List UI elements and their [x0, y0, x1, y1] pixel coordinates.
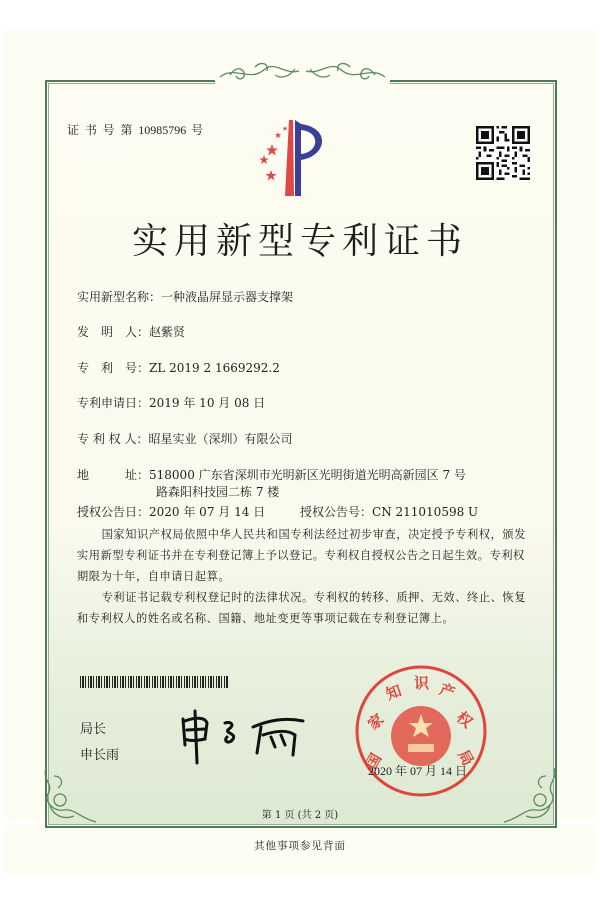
barcode-icon: [80, 676, 228, 688]
field-patentee: [77, 430, 292, 447]
field-address: [77, 466, 466, 483]
svg-text:国: 国: [362, 750, 386, 773]
certificate-number-value: 10985796: [138, 123, 187, 137]
field-grant-announcement-date: [77, 503, 265, 520]
field-value: 路森阳科技园二栋 7 楼: [156, 485, 280, 499]
field-value: 赵紫贤: [149, 325, 186, 339]
handwritten-signature-icon: [175, 705, 315, 765]
top-scroll-ornament-icon: [215, 55, 390, 85]
field-label: 专 利 权 人：: [77, 432, 149, 446]
field-value: 昭星实业（深圳）有限公司: [148, 432, 293, 446]
field-value: 518000 广东省深圳市光明新区光明街道光明高新园区 7 号: [149, 468, 466, 482]
field-inventor: [77, 323, 185, 340]
cnipa-logo-icon: [255, 118, 335, 198]
certificate-title: 实用新型专利证书: [131, 221, 468, 262]
field-value: 2020 年 07 月 14 日: [149, 505, 266, 519]
field-label: 实用新型名称：: [77, 290, 162, 304]
field-label: 专 利 号：: [77, 361, 150, 375]
field-patent-number: [77, 359, 280, 376]
field-value: CN 211010598 U: [372, 505, 479, 519]
certificate-number-label: 证 书 号 第: [67, 123, 134, 137]
footer-note: 其他事项参见背面: [254, 840, 346, 852]
field-label: 发 明 人：: [77, 325, 150, 339]
signatory-title: 局长: [80, 722, 107, 737]
page-indicator: 第 1 页 (共 2 页): [261, 810, 339, 821]
official-seal-icon: [352, 662, 490, 800]
field-application-date: [77, 394, 265, 411]
field-grant-announcement-number: [300, 503, 478, 520]
svg-text:识: 识: [414, 674, 430, 692]
qr-code-icon: [476, 126, 530, 180]
field-label: 地 址：: [77, 468, 150, 482]
seal-date: 2020 年 07 月 14 日: [368, 764, 468, 778]
certificate-number: [67, 121, 204, 138]
legal-paragraph: 专利证书记载专利权登记时的法律状况。专利权的转移、质押、无效、终止、恢复和专利权人的姓名或名称、国籍、地址变更等事项记载在专利登记簿上。: [77, 591, 526, 625]
field-label: 专利申请日：: [77, 396, 150, 410]
field-value: 2019 年 10 月 08 日: [149, 396, 266, 410]
svg-text:权: 权: [452, 708, 477, 732]
field-address-line2: [156, 483, 279, 500]
field-label: 授权公告日：: [77, 505, 150, 519]
field-utility-model-name: [77, 288, 293, 305]
signatory-name: 申长雨: [80, 748, 120, 763]
field-value: ZL 2019 2 1669292.2: [149, 361, 280, 375]
certificate-number-suffix: 号: [191, 123, 205, 137]
svg-text:局: 局: [454, 746, 478, 769]
field-value: 一种液晶屏显示器支撑架: [161, 290, 294, 304]
svg-text:家: 家: [364, 710, 388, 734]
field-label: 授权公告号：: [300, 505, 373, 519]
legal-paragraph: 国家知识产权局依照中华人民共和国专利法经过初步审查，决定授予专利权，颁发实用新型专利证书并在专利登记簿上予以登记。专利权自授权公告之日起生效。专利权期限为十年，自申请日起算。: [77, 528, 526, 583]
svg-text:知: 知: [383, 681, 404, 704]
svg-text:产: 产: [437, 680, 458, 703]
